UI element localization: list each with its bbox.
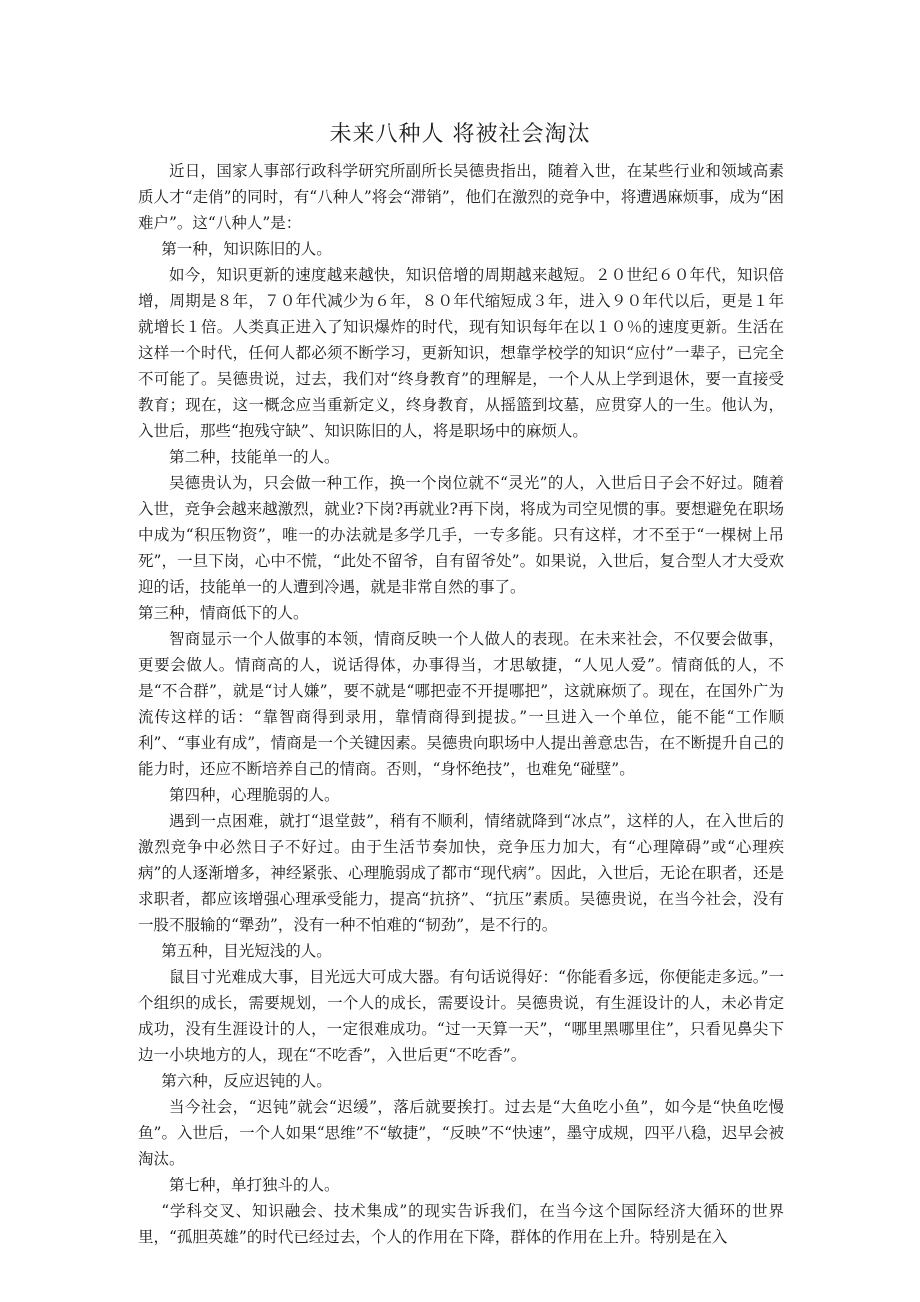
body-paragraph: 遇到一点困难，就打“退堂鼓”，稍有不顺利，情绪就降到“冰点”，这样的人，在入世后的激烈竞争中必然日子不好过。由于生活节奏加快，竞争压力加大，有“心理障碍”或“心理疾病”的人逐渐增多，神经紧张、心理脆弱成了都市“现代病”。因此，入世后，无论在职者，还是求职者，都应该增强心理承受能力，提高“抗挤”、“抗压”素质。吴德贵说，在当今社会，没有一股不服输的“犟劲”，没有一种不怕难的“韧劲”，是不行的。 xyxy=(138,812,784,934)
body-paragraph: 鼠目寸光难成大事，目光远大可成大器。有句话说得好：“你能看多远，你便能走多远。”一个组织的成长，需要规划，一个人的成长，需要设计。吴德贵说，有生涯设计的人，未必肯定成功，没有生涯设计的人，一定很难成功。“过一天算一天”，“哪里黑哪里住”，只看见鼻尖下边一小块地方的人，现在“不吃香”，入世后更“不吃香”。 xyxy=(138,968,784,1064)
section-heading: 第六种，反应迟钝的人。 xyxy=(161,1072,332,1090)
document-body xyxy=(138,158,784,1250)
section-heading: 第七种，单打独斗的人。 xyxy=(169,1176,340,1194)
body-paragraph: 如今，知识更新的速度越来越快，知识倍增的周期越来越短。２０世纪６０年代，知识倍增，周期是８年，７０年代减少为６年，８０年代缩短成３年，进入９０年代以后，更是１年就增长１倍。人类真正进入了知识爆炸的时代，现有知识每年在以１０％的速度更新。生活在这样一个时代，任何人都必须不断学习，更新知识，想靠学校学的知识“应付”一辈子，已完全不可能了。吴德贵说，过去，我们对“终身教育”的理解是，一个人从上学到退休，要一直接受教育；现在，这一概念应当重新定义，终身教育，从摇篮到坟墓，应贯穿人的一生。他认为，入世后，那些“抱残守缺”、知识陈旧的人，将是职场中的麻烦人。 xyxy=(138,266,784,440)
section-heading: 第五种，目光短浅的人。 xyxy=(161,942,332,960)
section-heading: 第三种，情商低下的人。 xyxy=(138,604,309,622)
section-heading: 第四种，心理脆弱的人。 xyxy=(169,786,340,804)
body-paragraph: 当今社会，“迟钝”就会“迟缓”，落后就要挨打。过去是“大鱼吃小鱼”，如今是“快鱼吃慢鱼”。入世后，一个人如果“思维”不“敏捷”，“反映”不“快速”，墨守成规，四平八稳，迟早会被淘汰。 xyxy=(138,1098,784,1168)
body-paragraph: 近日，国家人事部行政科学研究所副所长吴德贵指出，随着入世，在某些行业和领域高素质人才“走俏”的同时，有“八种人”将会“滞销”，他们在激烈的竞争中，将遭遇麻烦事，成为“困难户”。这“八种人”是： xyxy=(138,162,784,232)
section-heading: 第二种，技能单一的人。 xyxy=(169,448,340,466)
body-paragraph: 智商显示一个人做事的本领，情商反映一个人做人的表现。在未来社会，不仅要会做事，更要会做人。情商高的人，说话得体，办事得当，才思敏捷，“人见人爱”。情商低的人，不是“不合群”，就是“讨人嫌”，要不就是“哪把壶不开提哪把”，这就麻烦了。现在，在国外广为流传这样的话：“靠智商得到录用，靠情商得到提拔。”一旦进入一个单位，能不能“工作顺利”、“事业有成”，情商是一个关键因素。吴德贵向职场中人提出善意忠告，在不断提升自己的能力时，还应不断培养自己的情商。否则，“身怀绝技”，也难免“碰壁”。 xyxy=(138,630,784,778)
document-title: 未来八种人 将被社会淘汰 xyxy=(329,122,591,147)
body-paragraph: 吴德贵认为，只会做一种工作，换一个岗位就不“灵光”的人，入世后日子会不好过。随着入世，竞争会越来越激烈，就业?下岗?再就业?再下岗，将成为司空见惯的事。要想避免在职场中成为“积压物资”，唯一的办法就是多学几手，一专多能。只有这样，才不至于“一棵树上吊死”，一旦下岗，心中不慌，“此处不留爷，自有留爷处”。如果说，入世后，复合型人才大受欢迎的话，技能单一的人遭到冷遇，就是非常自然的事了。 xyxy=(138,474,784,596)
section-heading: 第一种，知识陈旧的人。 xyxy=(161,240,332,258)
body-paragraph: “学科交叉、知识融会、技术集成”的现实告诉我们，在当今这个国际经济大循环的世界里，“孤胆英雄”的时代已经过去，个人的作用在下降，群体的作用在上升。特别是在入 xyxy=(138,1202,784,1246)
